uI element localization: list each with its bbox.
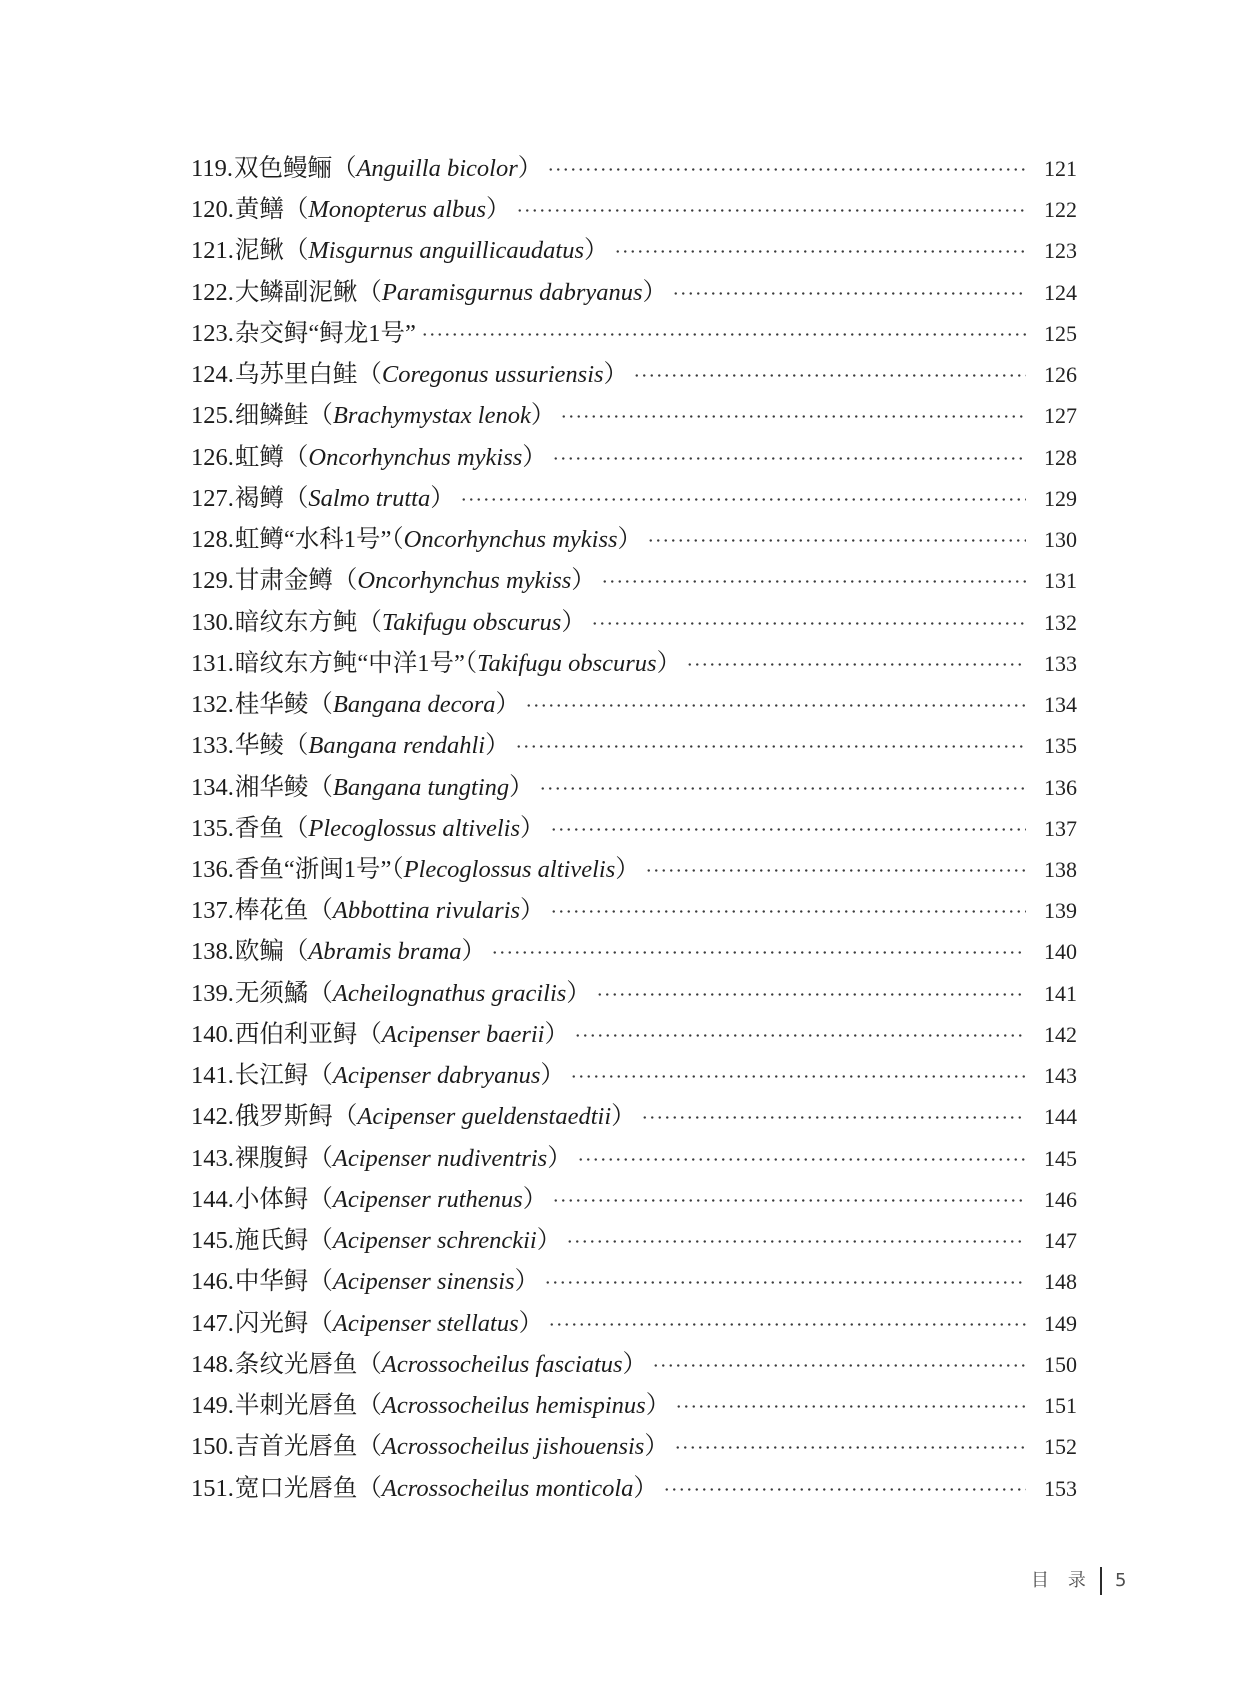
entry-number: 124. [191,361,234,389]
entry-number: 149. [191,1392,234,1420]
toc-entry [191,1426,1077,1467]
entry-paren-close: ） [611,1103,636,1131]
entry-scientific-name: Bangana rendahli [308,732,486,760]
entry-number: 121. [191,237,234,265]
entry-paren-close: ） [642,278,668,306]
toc-entry [191,560,1077,601]
dot-leader [550,890,1026,931]
entry-paren-close: ） [622,1350,648,1378]
entry-label [191,1138,572,1179]
toc-entry [191,313,1077,354]
toc-entry [191,272,1077,313]
entry-page-number: 138 [1044,856,1077,882]
entry-page-number: 151 [1044,1393,1077,1419]
entry-page-number: 135 [1044,733,1077,759]
entry-paren-open: （ [283,196,309,224]
entry-page-number: 126 [1044,362,1077,388]
entry-page-number: 123 [1044,238,1077,264]
entry-page-number: 121 [1044,156,1077,181]
entry-title: 欧鳊 [234,938,284,966]
entry-label [191,931,486,972]
entry-paren-open: （ [308,1144,333,1172]
entry-paren-close: ） [615,855,640,883]
entry-scientific-name: Takifugu obscurus [477,649,657,677]
toc-entry [191,148,1077,189]
entry-label [191,230,609,271]
toc-entry [191,519,1077,560]
toc-entry [191,1468,1077,1509]
entry-scientific-name: Acipenser nudiventris [332,1144,548,1172]
entry-paren-open: （ [332,1103,358,1131]
entry-paren-close: ） [520,814,545,842]
entry-paren-close: ） [617,526,643,554]
toc-entry [191,1344,1077,1385]
entry-title: 长江鲟 [234,1062,309,1090]
entry-scientific-name: Acipenser dabryanus [332,1062,541,1090]
entry-title: 半刺光唇鱼 [234,1392,358,1420]
entry-title: 中华鲟 [234,1268,309,1296]
dot-leader [591,602,1026,643]
page-footer [1031,1567,1126,1595]
entry-number: 131. [191,649,234,677]
entry-page-number: 142 [1044,1021,1077,1047]
entry-paren-close: ） [517,155,543,182]
entry-page-number: 137 [1044,815,1077,841]
entry-page-number: 146 [1044,1186,1077,1212]
toc-entry [191,1179,1077,1220]
toc-entry [191,767,1077,808]
entry-paren-open: （ [283,237,309,265]
entry-scientific-name: Acipenser sinensis [332,1268,515,1296]
entry-number: 134. [191,773,234,801]
entry-paren-close: ） [603,361,629,389]
entry-page-number: 140 [1044,939,1077,965]
entry-label [191,1344,647,1385]
entry-paren-open: （ [308,1062,333,1090]
entry-title: 棒花鱼 [234,897,309,925]
entry-number: 120. [191,196,234,224]
entry-scientific-name: Brachymystax lenok [332,402,531,430]
entry-label [191,602,586,643]
entry-paren-close: ） [633,1474,658,1502]
entry-title: 俄罗斯鲟 [234,1103,333,1131]
entry-title: 甘肃金鳟 [234,567,333,595]
entry-number: 148. [191,1350,234,1378]
entry-label [191,1014,569,1055]
entry-scientific-name: Acipenser stellatus [332,1309,519,1337]
toc-entry [191,931,1077,972]
entry-scientific-name: Anguilla bicolor [356,155,518,182]
entry-title: 双色鳗鲡 [233,155,332,182]
toc-entry [191,437,1077,478]
entry-number: 123. [191,319,234,347]
toc-entry [191,849,1077,890]
entry-page-number: 125 [1044,320,1077,346]
entry-paren-open: （ [308,1268,333,1296]
entry-paren-open: （ [331,155,357,182]
entry-label [191,1468,658,1509]
entry-label [191,767,534,808]
entry-label [191,189,511,230]
entry-paren-close: ） [547,1144,572,1172]
entry-number: 143. [191,1144,234,1172]
entry-number: 142. [191,1103,234,1131]
entry-paren-open: （ [308,402,333,430]
entry-paren-open: （ [308,773,333,801]
entry-page-number: 147 [1044,1228,1077,1254]
entry-paren-close: ） [495,691,520,719]
toc-entry [191,1096,1077,1137]
entry-page-number: 148 [1044,1269,1077,1295]
entry-page-number: 129 [1044,485,1077,511]
entry-paren-close: ） [656,649,682,677]
dot-leader [516,189,1027,230]
entry-title: 湘华鲮 [234,773,309,801]
entry-paren-close: ） [584,237,609,265]
entry-page-number: 130 [1044,527,1077,553]
entry-paren-close: ） [544,1020,569,1048]
dot-leader [674,1426,1026,1467]
entry-paren-close: ） [571,567,596,595]
toc-entry [191,1303,1077,1344]
entry-label [191,725,510,766]
dot-leader [652,1344,1026,1385]
entry-title: 桂华鲮 [234,691,309,719]
entry-title: 暗纹东方鲀 [234,608,358,636]
toc-entry [191,808,1077,849]
toc-entry [191,1014,1077,1055]
entry-number: 140. [191,1020,234,1048]
dot-leader [614,230,1026,271]
entry-scientific-name: Oncorhynchus mykiss [357,567,572,595]
entry-label [191,1179,547,1220]
entry-scientific-name: Monopterus albus [308,196,486,224]
dot-leader [560,395,1026,436]
toc-entry [191,354,1077,395]
toc-entry [191,189,1077,230]
entry-number: 146. [191,1268,234,1296]
toc-entry [191,725,1077,766]
entry-number: 129. [191,567,234,595]
entry-title: 暗纹东方鲀“中洋1号” [234,649,465,677]
entry-label [191,354,628,395]
entry-paren-close: ） [509,773,534,801]
entry-title: 香鱼 [234,814,284,842]
entry-scientific-name: Acipenser gueldenstaedtii [357,1103,612,1131]
entry-title: 宽口光唇鱼 [234,1474,358,1502]
entry-page-number: 136 [1044,774,1077,800]
dot-leader [647,519,1026,560]
entry-title: 裸腹鲟 [234,1144,309,1172]
entry-scientific-name: Plecoglossus altivelis [403,855,616,883]
entry-paren-open: （ [357,1433,382,1461]
entry-scientific-name: Plecoglossus altivelis [308,814,520,842]
entry-paren-open: （ [464,649,478,677]
entry-number: 122. [191,278,234,306]
entry-paren-open: （ [357,1350,382,1378]
toc-entry [191,1261,1077,1302]
entry-paren-close: ） [540,1062,565,1090]
entry-paren-open: （ [391,855,404,883]
toc-list [191,148,1077,1509]
entry-paren-close: ） [520,897,545,925]
entry-scientific-name: Acipenser ruthenus [332,1185,523,1213]
entry-paren-open: （ [357,361,382,389]
entry-page-number: 143 [1044,1063,1077,1089]
entry-number: 137. [191,897,234,925]
entry-paren-open: （ [357,1020,382,1048]
entry-label [191,808,545,849]
entry-title: 吉首光唇鱼 [234,1433,358,1461]
entry-page-number: 132 [1044,609,1077,635]
entry-paren-close: ） [522,1185,548,1213]
entry-paren-close: ） [514,1268,540,1296]
entry-number: 119. [191,155,233,182]
entry-paren-open: （ [357,1392,382,1420]
entry-title: 细鳞鲑 [234,402,309,430]
entry-paren-open: （ [308,1185,333,1213]
entry-paren-close: ） [430,484,455,512]
entry-scientific-name: Abramis brama [308,938,462,966]
entry-label [191,1055,565,1096]
entry-number: 147. [191,1309,234,1337]
entry-scientific-name: Bangana tungting [332,773,510,801]
entry-scientific-name: Paramisgurnus dabryanus [381,278,643,306]
entry-page-number: 122 [1044,197,1077,223]
entry-label [191,519,642,560]
toc-entry [191,973,1077,1014]
dot-leader [686,643,1026,684]
entry-page-number: 133 [1044,650,1077,676]
toc-entry [191,1385,1077,1426]
entry-scientific-name: Acrossocheilus hemispinus [381,1392,646,1420]
entry-label [191,973,591,1014]
entry-scientific-name: Acrossocheilus jishouensis [381,1433,645,1461]
entry-paren-open: （ [332,567,358,595]
entry-label [191,437,547,478]
entry-label [191,148,542,189]
entry-label [191,478,455,519]
entry-paren-open: （ [308,979,333,1007]
entry-label [191,1385,670,1426]
dot-leader [491,931,1026,972]
entry-title: 褐鳟 [234,484,284,512]
dot-leader [460,478,1026,519]
entry-paren-close: ） [518,1309,544,1337]
entry-scientific-name: Oncorhynchus mykiss [403,526,618,554]
entry-paren-close: ） [644,1433,669,1461]
entry-paren-open: （ [357,608,382,636]
toc-entry [191,602,1077,643]
entry-label [191,643,681,684]
entry-title: 大鳞副泥鳅 [234,278,358,306]
entry-scientific-name: Acipenser baerii [381,1020,545,1048]
entry-number: 136. [191,855,234,883]
entry-label [191,272,667,313]
entry-page-number: 145 [1044,1145,1077,1171]
entry-paren-close: ） [522,443,547,471]
entry-page-number: 149 [1044,1310,1077,1336]
dot-leader [570,1055,1026,1096]
dot-leader [645,849,1026,890]
dot-leader [675,1385,1026,1426]
dot-leader [548,1303,1026,1344]
entry-page-number: 153 [1044,1475,1077,1501]
entry-scientific-name: Misgurnus anguillicaudatus [308,237,585,265]
entry-number: 126. [191,443,234,471]
section-label: 目 录 [1031,1570,1093,1591]
entry-number: 133. [191,732,234,760]
toc-entry [191,395,1077,436]
entry-paren-close: ） [530,402,556,430]
entry-paren-open: （ [308,897,333,925]
entry-number: 135. [191,814,234,842]
entry-page-number: 128 [1044,444,1077,470]
entry-number: 128. [191,526,234,554]
entry-paren-close: ） [485,732,510,760]
entry-paren-open: （ [357,278,382,306]
entry-title: 泥鳅 [234,237,284,265]
dot-leader [577,1138,1026,1179]
entry-paren-open: （ [283,484,309,512]
entry-scientific-name: Bangana decora [332,691,496,719]
toc-entry [191,1138,1077,1179]
entry-paren-open: （ [308,1227,333,1255]
dot-leader [552,1179,1026,1220]
entry-label [191,1220,561,1261]
entry-title: 小体鲟 [234,1185,309,1213]
toc-entry [191,684,1077,725]
entry-title: 虹鳟 [234,443,284,471]
entry-scientific-name: Coregonus ussuriensis [381,361,604,389]
entry-paren-open: （ [357,1474,382,1502]
entry-paren-open: （ [283,814,309,842]
entry-paren-open: （ [283,938,309,966]
toc-entry [191,230,1077,271]
dot-leader [566,1220,1026,1261]
entry-number: 145. [191,1227,234,1255]
dot-leader [550,808,1027,849]
entry-title: 虹鳟“水科1号” [234,526,392,554]
entry-label [191,1426,669,1467]
page-number: 5 [1114,1570,1127,1591]
entry-paren-close: ） [561,608,586,636]
entry-number: 132. [191,691,234,719]
toc-entry [191,478,1077,519]
entry-label [191,395,555,436]
entry-title: 杂交鲟“鲟龙1号” [234,319,416,347]
footer-divider [1100,1567,1102,1595]
entry-title: 乌苏里白鲑 [234,361,358,389]
entry-scientific-name: Salmo trutta [308,484,431,512]
entry-scientific-name: Acrossocheilus fasciatus [381,1350,623,1378]
dot-leader [421,313,1026,354]
toc-entry [191,643,1077,684]
entry-paren-close: ） [536,1227,562,1255]
dot-leader [525,684,1026,725]
entry-scientific-name: Takifugu obscurus [381,608,562,636]
entry-paren-open: （ [283,443,309,471]
entry-title: 香鱼“浙闽1号” [234,855,392,883]
entry-label [191,849,640,890]
entry-scientific-name: Abbottina rivularis [332,897,521,925]
entry-paren-open: （ [283,732,309,760]
entry-scientific-name: Oncorhynchus mykiss [308,443,523,471]
entry-title: 西伯利亚鲟 [234,1020,358,1048]
entry-title: 施氏鲟 [234,1227,309,1255]
entry-paren-open: （ [308,1309,333,1337]
dot-leader [552,437,1026,478]
dot-leader [539,767,1026,808]
toc-entry [191,890,1077,931]
entry-paren-close: ） [486,196,511,224]
entry-page-number: 141 [1044,980,1077,1006]
entry-page-number: 127 [1044,403,1077,429]
toc-entry [191,1220,1077,1261]
entry-label [191,560,596,601]
entry-page-number: 152 [1044,1434,1077,1460]
entry-title: 闪光鲟 [234,1309,309,1337]
dot-leader [574,1014,1026,1055]
entry-number: 150. [191,1433,234,1461]
entry-number: 139. [191,979,234,1007]
entry-label [191,1261,539,1302]
entry-number: 141. [191,1062,234,1090]
entry-page-number: 144 [1044,1104,1077,1130]
dot-leader [672,272,1026,313]
entry-number: 125. [191,402,234,430]
entry-title: 华鲮 [234,732,284,760]
dot-leader [641,1096,1026,1137]
entry-paren-open: （ [308,691,333,719]
dot-leader [633,354,1026,395]
entry-paren-close: ） [461,938,487,966]
entry-scientific-name: Acipenser schrenckii [332,1227,537,1255]
entry-label [191,890,545,931]
entry-scientific-name: Acheilognathus gracilis [332,979,567,1007]
entry-number: 138. [191,938,234,966]
entry-number: 127. [191,484,234,512]
dot-leader [544,1261,1026,1302]
entry-number: 130. [191,608,234,636]
dot-leader [601,560,1026,601]
entry-label [191,1096,636,1137]
entry-page-number: 134 [1044,692,1077,718]
entry-label [191,313,416,354]
entry-scientific-name: Acrossocheilus monticola [381,1474,634,1502]
entry-label [191,1303,543,1344]
dot-leader [596,973,1026,1014]
entry-page-number: 124 [1044,279,1077,305]
entry-paren-close: ） [566,979,591,1007]
entry-paren-open: （ [391,526,404,554]
entry-number: 144. [191,1185,234,1213]
entry-title: 条纹光唇鱼 [234,1350,358,1378]
entry-label [191,684,520,725]
entry-page-number: 139 [1044,898,1077,924]
toc-entry [191,1055,1077,1096]
entry-title: 黄鳝 [234,196,284,224]
entry-page-number: 150 [1044,1351,1077,1377]
entry-number: 151. [191,1474,234,1502]
entry-paren-close: ） [645,1392,671,1420]
entry-title: 无须鱊 [234,979,309,1007]
dot-leader [663,1468,1026,1509]
dot-leader [515,725,1026,766]
dot-leader [547,148,1026,189]
entry-page-number: 131 [1044,568,1077,594]
